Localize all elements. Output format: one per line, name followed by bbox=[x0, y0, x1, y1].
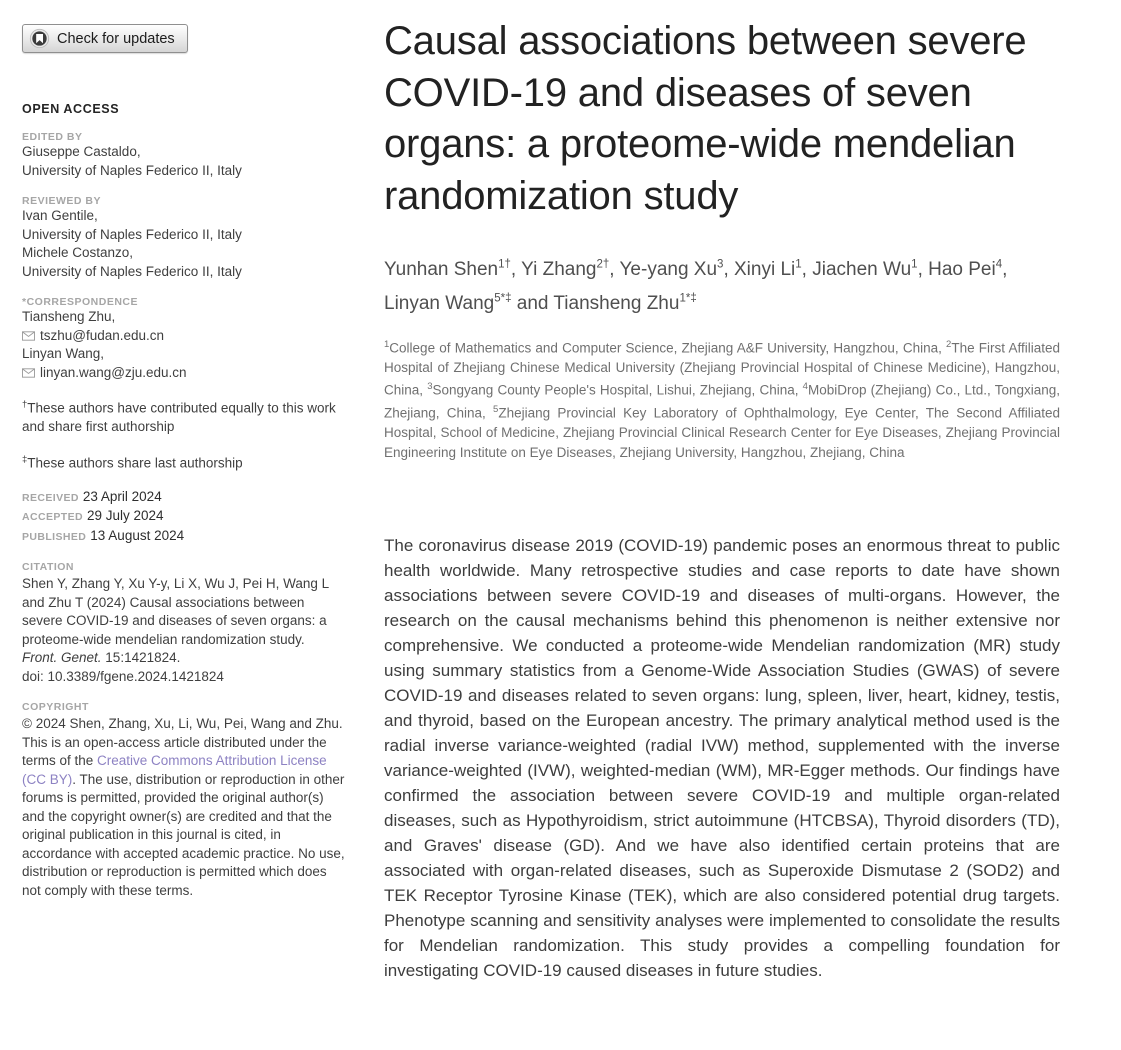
reviewed-by-label: REVIEWED BY bbox=[22, 195, 102, 207]
correspondence-label: *CORRESPONDENCE bbox=[22, 296, 139, 308]
author-segment bbox=[802, 259, 918, 280]
author-superscript: 5*‡ bbox=[494, 292, 512, 305]
reviewer-affiliation: University of Naples Federico II, Italy bbox=[22, 226, 242, 242]
email-link[interactable]: linyan.wang@zju.edu.cn bbox=[40, 364, 187, 380]
author-name: , Yi Zhang bbox=[510, 259, 597, 281]
affiliation-text: The First Affiliated Hospital of Zhejiang Chinese Medical University (Zhejiang Provincial Hospital of Chinese Medicine), Hangzhou, China, bbox=[384, 340, 1060, 398]
check-for-updates-label: Check for updates bbox=[57, 30, 175, 47]
copyright-text bbox=[22, 715, 346, 900]
reviewer-affiliation: University of Naples Federico II, Italy bbox=[22, 263, 242, 279]
author-name: Yunhan Shen bbox=[384, 259, 499, 281]
received-label: RECEIVED bbox=[22, 491, 79, 504]
edited-by-affiliation: University of Naples Federico II, Italy bbox=[22, 162, 242, 178]
author-superscript: 1† bbox=[498, 259, 511, 271]
copyright-post: . The use, distribution or reproduction in other forums is permitted, provided the original author(s) and the copyright owner(s) are credited and that the original publication in this journal is cited, in accordance with accepted academic practice. No use, distribution or reproduction is permitted which does not comply with these terms. bbox=[22, 771, 345, 898]
dates-block bbox=[22, 488, 346, 547]
correspondence-name: Tiansheng Zhu, bbox=[22, 309, 116, 324]
author-superscript: 2† bbox=[596, 259, 610, 271]
citation-text bbox=[22, 575, 346, 686]
footnote-text: These authors have contributed equally to this work and share first authorship bbox=[22, 400, 336, 434]
author-segment bbox=[918, 259, 1003, 280]
correspondence-email-row bbox=[22, 364, 346, 383]
abstract-paragraph: The coronavirus disease 2019 (COVID-19) pandemic poses an enormous threat to public health worldwide. Many retrospective studies and case reports to date have shown associations between severe COVID-19 and diseases of multi-organs. However, the research on the causal mechanisms behind this phenomenon is neither extensive nor comprehensive. We conducted a proteome-wide Mendelian randomization (MR) study using summary statistics from a Genome-Wide Association Studies (GWAS) of severe COVID-19 and diseases related to seven organs: lung, spleen, liver, heart, kidney, testis, and thyroid, based on the European ancestry. The primary analytical method used is the radial inverse variance-weighted (radial IVW) method, supplemented with the inverse variance-weighted (IVW), weighted-median (WM), MR-Egger methods. Our findings have confirmed the association between severe COVID-19 and multiple organ-related diseases, such as Hypothyroidism, strict autoimmune (HTCBSA), Thyroid disorders (TD), and Graves' disease (GD). And we have also identified certain proteins that are associated with organ-related diseases, such as Superoxide Dismutase 2 (SOD2) and TEK Receptor Tyrosine Kinase (TEK), which are also considered potential drug targets. Phenotype scanning and sensitivity analyses were implemented to consolidate the results for Mendelian randomization. This study provides a compelling foundation for investigating COVID-19 caused diseases in future studies. bbox=[384, 536, 1060, 981]
author-segment bbox=[384, 259, 511, 280]
copyright-pre: © 2024 Shen, Zhang, Xu, Li, Wu, Pei, Wang and Zhu. This is an open-access article distributed under the terms of the bbox=[22, 716, 343, 768]
creative-commons-license-link[interactable]: Creative Commons Attribution License (CC BY) bbox=[22, 753, 327, 787]
author-superscript: 1 bbox=[795, 259, 802, 271]
affiliation-superscript: 2 bbox=[946, 338, 952, 350]
affiliations-paragraph bbox=[384, 335, 1060, 463]
accepted-label: ACCEPTED bbox=[22, 511, 83, 523]
author-segment bbox=[511, 259, 609, 280]
author-superscript: 1 bbox=[911, 259, 918, 271]
author-superscript: 1*‡ bbox=[679, 292, 697, 305]
author-name: and Tiansheng Zhu bbox=[511, 292, 680, 314]
affiliation-superscript: 4 bbox=[802, 381, 808, 393]
reviewer-name: Ivan Gentile, bbox=[22, 208, 98, 223]
author-name: , Ye-yang Xu bbox=[609, 259, 718, 281]
citation-label: CITATION bbox=[22, 561, 75, 573]
author-segment bbox=[609, 259, 723, 280]
correspondence-name: Linyan Wang, bbox=[22, 346, 105, 361]
published-date-row bbox=[22, 527, 346, 547]
citation-journal: Front. Genet. bbox=[22, 650, 102, 665]
citation-volume: 15:1421824. bbox=[101, 650, 181, 665]
author-superscript: 3 bbox=[717, 259, 724, 271]
affiliation-superscript: 3 bbox=[427, 381, 433, 393]
affiliation-text: College of Mathematics and Computer Science, Zhejiang A&F University, Hangzhou, China, bbox=[389, 340, 947, 356]
reviewer-name: Michele Costanzo, bbox=[22, 245, 134, 260]
envelope-icon bbox=[22, 331, 35, 341]
authors-line bbox=[384, 251, 1060, 318]
citation-doi: doi: 10.3389/fgene.2024.1421824 bbox=[22, 668, 224, 684]
envelope-icon bbox=[22, 368, 35, 378]
accepted-value: 29 July 2024 bbox=[86, 508, 164, 523]
accepted-date-row bbox=[22, 507, 346, 527]
copyright-label: COPYRIGHT bbox=[22, 701, 89, 713]
received-value: 23 April 2024 bbox=[82, 488, 162, 504]
author-name: , Linyan Wang bbox=[384, 259, 1008, 314]
article-main-column bbox=[384, 16, 1060, 983]
affiliation-superscript: 5 bbox=[493, 404, 499, 416]
footnote-text: These authors share last authorship bbox=[27, 455, 243, 470]
published-label: PUBLISHED bbox=[22, 530, 87, 543]
author-name: , Hao Pei bbox=[917, 259, 996, 281]
affiliation-text: MobiDrop (Zhejiang) Co., Ltd., Tongxiang, Zhejiang, China, bbox=[384, 382, 1060, 421]
author-superscript: 4 bbox=[995, 259, 1003, 271]
edited-by-name: Giuseppe Castaldo, bbox=[22, 144, 141, 159]
author-name: , Jiachen Wu bbox=[801, 259, 912, 281]
last-authorship-footnote bbox=[22, 451, 346, 473]
dagger-marker: † bbox=[22, 399, 28, 410]
check-for-updates-button[interactable] bbox=[22, 24, 188, 53]
metadata-sidebar bbox=[22, 24, 346, 900]
affiliation-text: Zhejiang Provincial Key Laboratory of Ophthalmology, Eye Center, The Second Affiliated Hospital, School of Medicine, Zhejiang Provincial Clinical Research Center for Eye Diseases, Zhejiang Provincial Engineering Institute on Eye Diseases, Zhejiang University, Hangzhou, Zhejiang, China bbox=[384, 405, 1061, 460]
affiliation-superscript: 1 bbox=[384, 338, 390, 350]
correspondence-email-row bbox=[22, 327, 346, 346]
published-value: 13 August 2024 bbox=[90, 527, 185, 543]
author-name: , Xinyi Li bbox=[723, 259, 796, 281]
received-date-row bbox=[22, 488, 346, 508]
author-segment bbox=[511, 293, 696, 314]
open-access-label: OPEN ACCESS bbox=[22, 102, 120, 116]
equal-contribution-footnote bbox=[22, 396, 346, 437]
edited-by-label: EDITED BY bbox=[22, 131, 83, 143]
author-segment bbox=[723, 259, 801, 280]
crossmark-icon bbox=[29, 28, 50, 49]
email-link[interactable]: tszhu@fudan.edu.cn bbox=[40, 327, 165, 343]
citation-body: Shen Y, Zhang Y, Xu Y-y, Li X, Wu J, Pei H, Wang L and Zhu T (2024) Causal associations between severe COVID-19 and diseases of seven organs: a proteome-wide mendelian randomization study. bbox=[22, 576, 329, 647]
article-title: Causal associations between severe COVID-19 and diseases of seven organs: a proteome-wide mendelian randomization study bbox=[384, 19, 1027, 218]
double-dagger-marker: ‡ bbox=[22, 453, 28, 465]
affiliation-text: Songyang County People's Hospital, Lishui, Zhejiang, China, bbox=[432, 382, 803, 398]
